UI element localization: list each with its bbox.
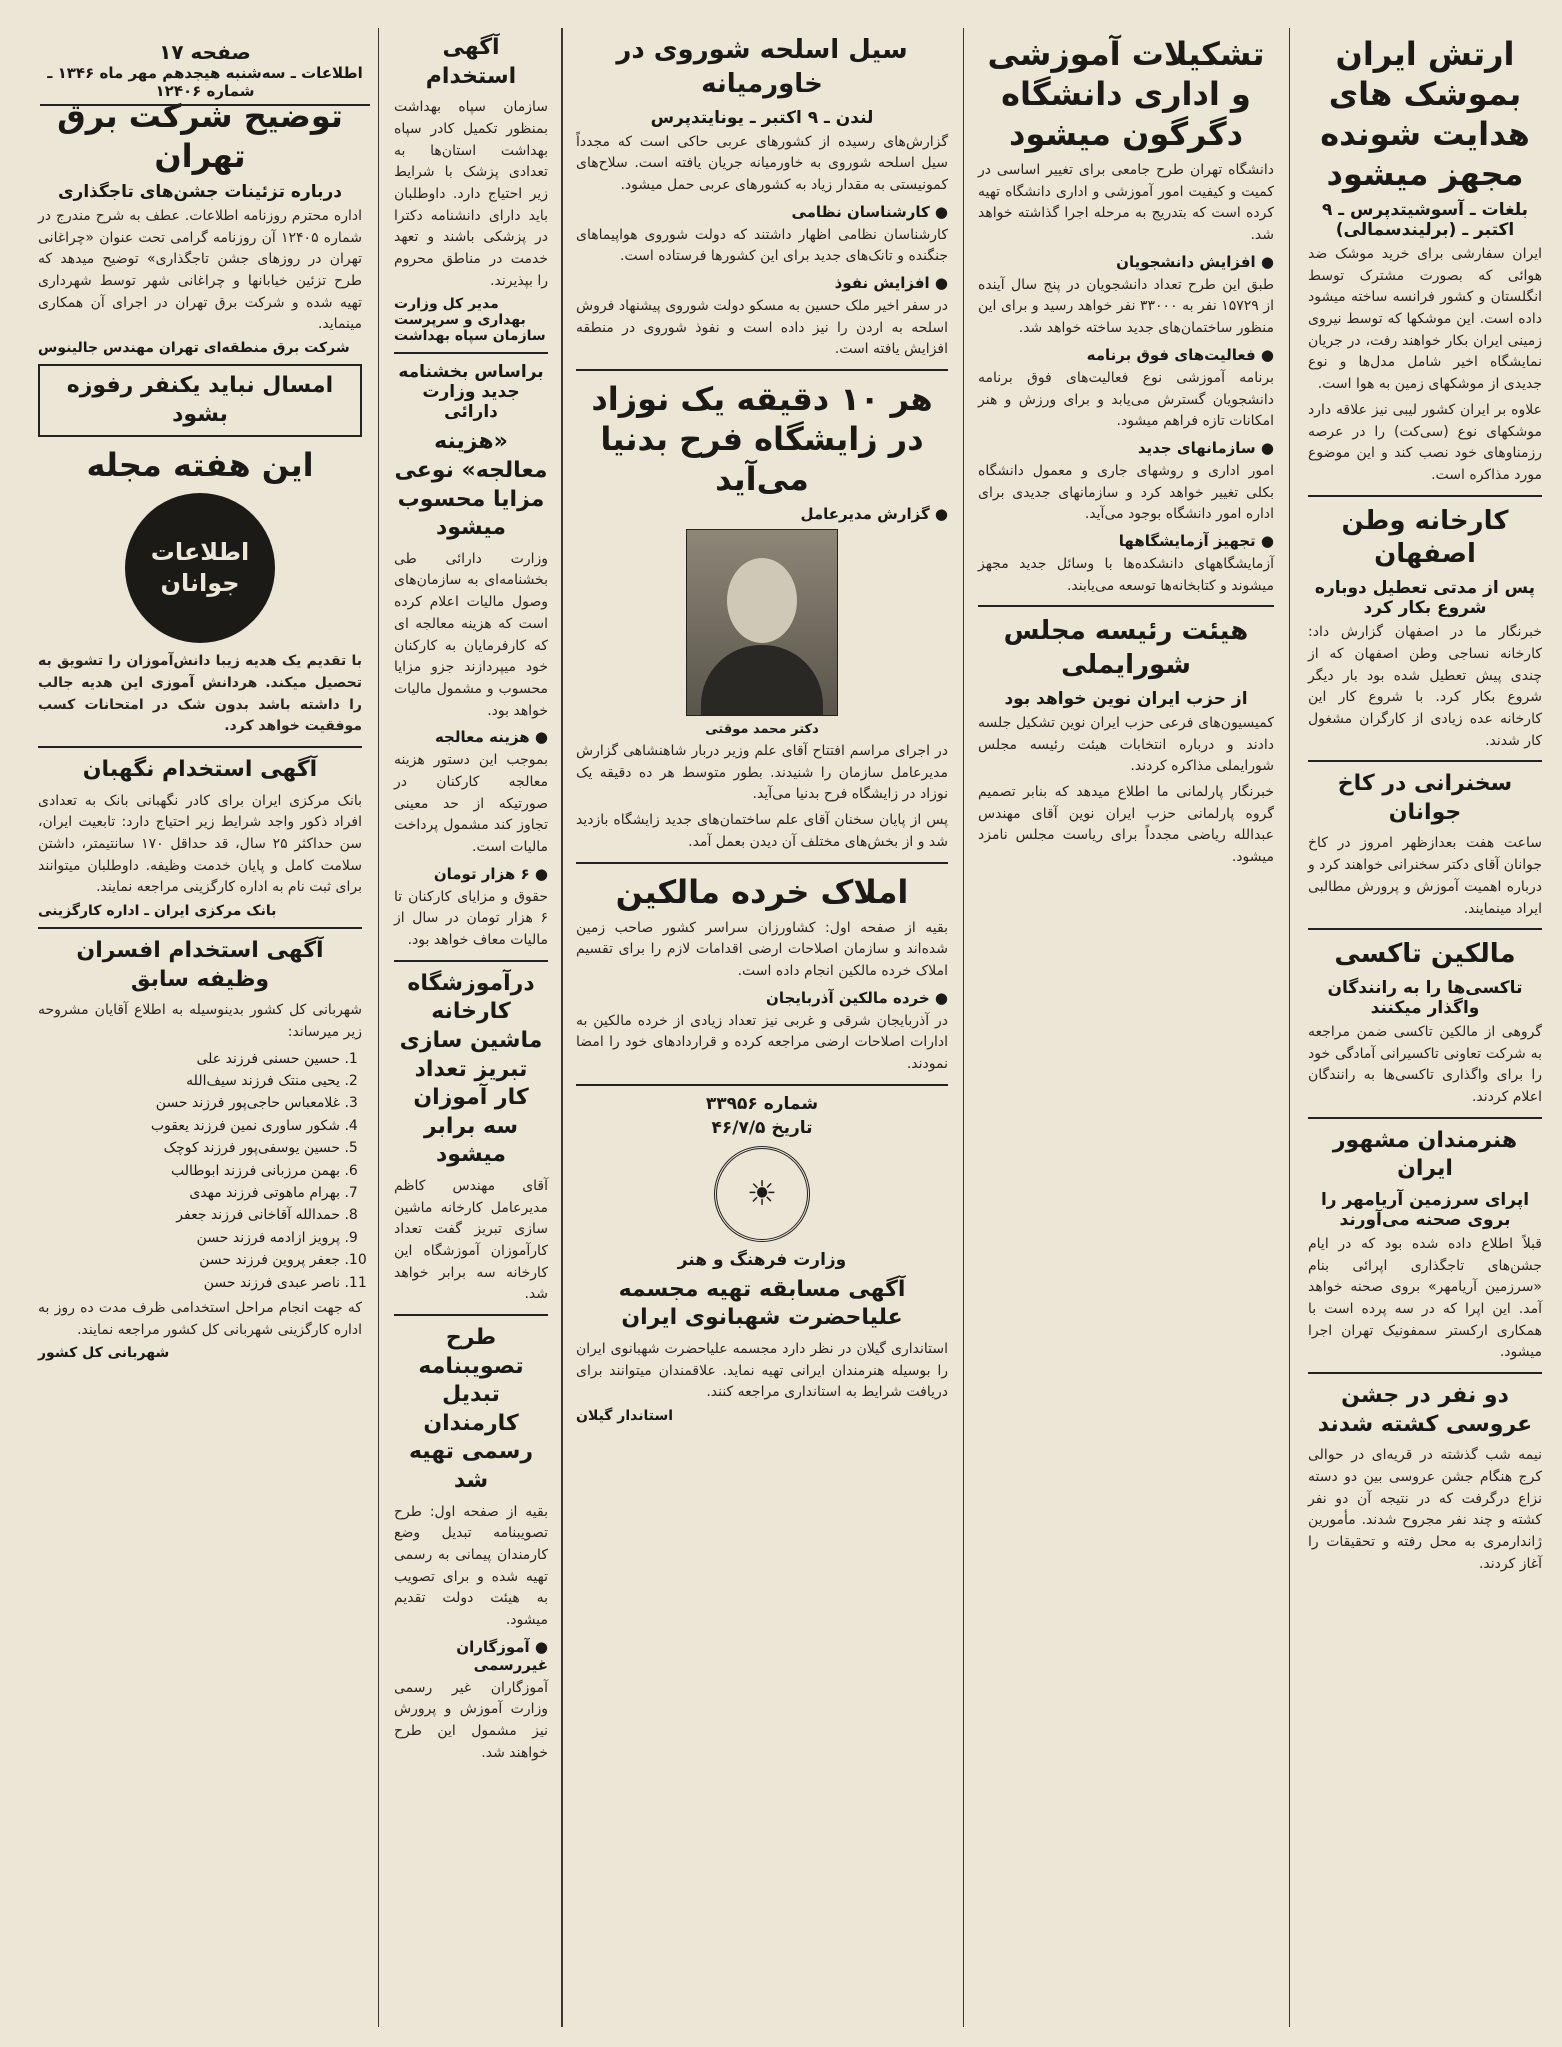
section-bullet: ● افزایش نفوذ [834, 274, 948, 293]
column-3 [568, 28, 956, 2027]
article-text: آموزگاران غیر رسمی وزارت آموزش و پرورش نیز مشمول این طرح خواهند شد. [394, 1679, 548, 1761]
divider [1308, 495, 1542, 497]
divider [394, 1314, 548, 1316]
divider [394, 960, 548, 962]
article-text: در آذربایجان شرقی و غربی نیز تعداد زیادی از خرده مالکین به ادارات اصلاحات ارضی مراجعه کرده و قراردادهای خود را امضا نمودند. [576, 1012, 948, 1072]
divider [1308, 760, 1542, 762]
section-bullet: ● هزینه معالجه [434, 728, 548, 747]
headline-youth-palace: سخنرانی در کاخ جوانان [1337, 771, 1513, 825]
divider [1308, 1372, 1542, 1374]
subheadline: اپرای سرزمین آریامهر را بروی صحنه می‌آورند [1320, 1189, 1530, 1230]
article-text: ایران سفارشی برای خرید موشک ضد هوائی که بصورت مشترک توسط انگلستان و کشور فرانسه ساخته میشود داده است. این موشکها که توسط نیروی زمینی ایران بکار خواهند رفت، در جریان نمایشگاه اخیر شامل مدل‌ها و نوع جدیدی از موشکهای زمین به هوا است. [1308, 246, 1542, 393]
dateline: لندن ـ ۹ اکتبر ـ یونایتدپرس [650, 107, 874, 128]
article-text: حقوق و مزایای کارکنان تا ۶ هزار تومان در سال از مالیات معاف خواهد بود. [394, 888, 548, 949]
headline-parliament: هیئت رئیسه مجلس شورایملی [1003, 616, 1249, 681]
column-2 [970, 28, 1282, 2027]
article-text: کمیسیون‌های فرعی حزب ایران نوین تشکیل جلسه دادند و درباره انتخابات هیئت رئیسه مجلس شورایملی مذاکره کردند. [978, 714, 1274, 775]
divider [394, 352, 548, 354]
section-bullet: ● آموزگاران غیررسمی [456, 1637, 548, 1674]
divider [576, 369, 948, 371]
article-text: بقیه از صفحه اول: کشاورزان سراسر کشور صاحب زمین شده‌اند و سازمان اصلاحات ارضی اقدامات لازم را برای تقسیم املاک خرده مالکین انجام داده است. [576, 919, 948, 979]
kicker: براساس بخشنامه جدید وزارت دارائی [398, 362, 544, 423]
article-text: خبرنگار پارلمانی ما اطلاع میدهد که بنابر تصمیم گروه پارلمانی حزب ایران نوین آقای مهندس عبدالله ریاضی مجدداً برای ریاست مجلس نامزد میشود. [978, 783, 1274, 866]
list-item: 4. شکور ساوری نمین فرزند یعقوب [38, 1115, 340, 1137]
column-rule [963, 28, 964, 2027]
article-text: نیمه شب گذشته در قریه‌ای در حوالی کرج هنگام جشن عروسی بین دو دسته نزاع درگرفت که در نتیجه آن دو نفر کشته و چند نفر مجروح شدند. مأمورین ژاندارمری به محل رفته و تحقیقات را آغاز کردند. [1308, 1447, 1542, 1572]
ad-number: شماره ۳۳۹۵۶ [705, 1093, 819, 1114]
headline-smallholders: املاک خرده مالکین [615, 872, 909, 911]
ad-signature: استاندار گیلان [576, 1407, 674, 1424]
promo-headline: امسال نباید یکنفر رفوزه بشود [66, 373, 334, 427]
article-text: علاوه بر ایران کشور لیبی نیز علاقه دارد موشکهای نوع (سی‌کت) را در عرصه رزمناو‌های خود نصب کند و این موضوع مورد مذاکره است. [1308, 401, 1542, 483]
headline-missiles: ارتش ایران بموشک های هدایت شونده مجهز میشود [1320, 35, 1530, 193]
promo-box [38, 364, 362, 437]
column-6 [386, 28, 556, 2027]
list-item: 7. بهرام ماهوتی فرزند مهدی [38, 1182, 340, 1204]
section-bullet: ● ۶ هزار تومان [433, 864, 548, 883]
page-masthead [40, 40, 370, 106]
divider [978, 605, 1274, 607]
article-text: بموجب این دستور هزینه معالجه کارکنان در صورتیکه از حد معینی تجاوز کند مشمول پرداخت مالیات است. [394, 752, 548, 855]
list-item: 10. جعفر پروین فرزند حسن [38, 1249, 340, 1271]
headline-soviet-arms: سیل اسلحه شوروی در خاورمیانه [616, 35, 908, 99]
article-text: وزارت دارائی طی بخشنامه‌ای به سازمان‌های وصول مالیات اعلام کرده است که هزینه معالجه ای که کارفرمایان به کارکنان خود میپردازند جزو مزایا محسوب و مشمول مالیات خواهد بود. [394, 550, 548, 719]
list-item: 8. حمدالله آقاخانی فرزند جعفر [38, 1204, 340, 1226]
divider [576, 862, 948, 864]
headline-guard-hiring: آگهی استخدام نگهبان [82, 757, 318, 783]
page-number: صفحه ۱۷ [159, 40, 251, 64]
article-text: کارشناسان نظامی اظهار داشتند که دولت شوروی هواپیماهای جنگنده و تانک‌های جدید برای این کشورها فرستاده است. [576, 226, 948, 265]
headline-artists: هنرمندان مشهور ایران [1332, 1127, 1518, 1182]
headline-tabriz-trainees: درآموزشگاه کارخانه ماشین سازی تبریز تعداد کار آموزان سه برابر میشود [399, 970, 543, 1168]
article-text: امور اداری و روشهای جاری و معمول دانشگاه بکلی تغییر خواهد کرد و سازمانهای جدیدی برای اداره امور دانشگاه بوجود می‌آید. [978, 462, 1274, 523]
list-item: 6. بهمن مرزبانی فرزند ابوطالب [38, 1160, 340, 1182]
list-item: 9. پرویز ازادمه فرزند حسن [38, 1227, 340, 1249]
headline-medical-costs: «هزینه معالجه» نوعی مزایا محسوب میشود [394, 429, 548, 541]
article-text: آزمایشگاههای دانشکده‌ها با وسائل جدید مجهز میشوند و کتابخانه‌ها توسعه می‌یابند. [978, 555, 1274, 594]
article-text: که جهت انجام مراحل استخدامی ظرف مدت ده روز به اداره کارگزینی شهربانی کل کشور مراجعه نمایند. [38, 1299, 362, 1338]
ad-date: تاریخ ۴۶/۷/۵ [711, 1117, 813, 1138]
list-item: 11. ناصر عبدی فرزند حسن [38, 1272, 340, 1294]
headline-power-company: توضیح شرکت برق تهران [57, 97, 343, 175]
headline-officers-hiring: آگهی استخدام افسران وظیفه سابق [76, 938, 324, 992]
article-text: دانشگاه تهران طرح جامعی برای تغییر اساسی در کمیت و کیفیت امور آموزشی و اداری دانشگاه تهیه کرده است که بتدریج به مرحله اجرا گذاشته خواهد شد. [978, 162, 1274, 244]
article-text: قبلاً اطلاع داده شده بود که در ایام جشن‌های تاجگذاری اپرائی بنام «سرزمین آریامهر» بروی صحنه خواهد آمد. این اپرا که در سه پرده است با همکاری ارکستر سمفونیک تهران اجرا میشود. [1308, 1235, 1542, 1361]
section-bullet: ● گزارش مدیرعامل [800, 505, 948, 524]
article-text: استانداری گیلان در نظر دارد مجسمه علیاحضرت شهبانوی ایران را بوسیله هنرمندان ایرانی تهیه نماید. علاقمندان میتوانند برای دریافت شرایط به استانداری مراجعه کنند. [576, 1340, 948, 1401]
section-bullet: ● کارشناسان نظامی [791, 202, 948, 221]
photo-caption: دکتر محمد موقتی [705, 722, 819, 738]
article-text: بانک مرکزی ایران برای کادر نگهبانی بانک به تعدادی افراد ذکور واجد شرایط زیر احتیاج دارد: تابعیت ایران، سن حداکثر ۲۵ سال، قد حداقل ۱۷۰ سانتیمتر، داشتن سلامت کامل و پایان خدمت وظیفه. داوطلبان میتوانند برای ثبت نام به اداره کارگزینی مراجعه نمایند. [38, 792, 363, 896]
column-1 [1300, 28, 1550, 2027]
article-text: خبرنگار ما در اصفهان گزارش داد: کارخانه نساجی وطن اصفهان که از چندی پیش تعطیل شده بود بار دیگر شروع بکار کرد. با شروع کار این کارخانه عده زیادی از کارگران مشغول کار شدند. [1308, 624, 1542, 749]
article-text: گزارش‌های رسیده از کشورهای عربی حاکی است که مجدداً سیل اسلحه شوروی به خاورمیانه جریان یافته است. سلاح‌های کمونیستی به مقدار زیاد به کشورهای عربی حمل میشود. [576, 133, 948, 193]
article-text: سازمان سپاه بهداشت بمنظور تکمیل کادر سپاه بهداشت استان‌ها به تعدادی پزشک با شرایط زیر احتیاج دارد. داوطلبان باید دارای دانشنامه دکترا در پزشکی باشند و تعهد خدمت در مناطق محروم را بپذیرند. [394, 99, 548, 289]
article-text: طبق این طرح تعداد دانشجویان در پنج سال آینده از ۱۵۷۲۹ نفر به ۳۳۰۰۰ نفر خواهد رسید و برای این منظور ساختمان‌های جدید ساخته خواهد شد. [978, 276, 1274, 337]
divider [576, 1084, 948, 1086]
article-text: در اجرای مراسم افتتاح آقای علم وزیر دربار شاهنشاهی گزارش مدیرعامل سازمان را شنیدند. بطور متوسط هر ده دقیقه یک نوزاد در زایشگاه فرح بدنیا می‌آید. [576, 743, 948, 803]
article-text: اداره محترم روزنامه اطلاعات. عطف به شرح مندرج در شماره ۱۲۴۰۵ آن روزنامه گرامی تحت عنوان «چراغانی تهران در روزهای جشن تاجگذاری» توضیح میدهد که طرح تزئین خیابانها و چراغانی شهر توسط شهرداری تهیه شده و شرکت برق تهران در اجرای آن همکاری مینماید. [38, 208, 362, 333]
headline-university: تشکیلات آموزشی و اداری دانشگاه دگرگون میشود [987, 35, 1265, 153]
ad-signature: بانک مرکزی ایران ـ اداره کارگزینی [38, 903, 277, 920]
issue-line: اطلاعات ـ سه‌شنبه هیجدهم مهر ماه ۱۳۴۶ ـ شماره ۱۲۴۰۶ [47, 64, 363, 100]
subheadline: تاکسی‌ها را به رانندگان واگذار میکنند [1327, 978, 1523, 1019]
portrait-face [727, 558, 797, 643]
headline-employee-decree: طرح تصویبنامه تبدیل کارمندان رسمی تهیه شد [408, 1325, 534, 1493]
article-text: پس از پایان سخنان آقای علم ساختمان‌های جدید زایشگاه بازدید شد و از بخش‌های مختلف آن دیدن بعمل آمد. [576, 812, 948, 850]
article-text: گروهی از مالکین تاکسی ضمن مراجعه به شرکت تعاونی تاکسیرانی آمادگی خود را برای واگذاری تاکسی‌ها به رانندگان اعلام کردند. [1308, 1024, 1542, 1106]
headline-health-hiring: آگهی استخدام [425, 35, 517, 89]
column-rule [1289, 28, 1290, 2027]
column-rule [562, 28, 563, 2027]
magazine-headline: این هفته مجله [86, 446, 314, 485]
column-5 [30, 90, 370, 2027]
article-text: ساعت هفت بعدازظهر امروز در کاخ جوانان آقای دکتر سخنرانی خواهند کرد و درباره اهمیت آموزش و پرورش مطالبی ایراد مینمایند. [1308, 835, 1542, 917]
portrait-coat [701, 645, 823, 715]
section-bullet: ● سازمانهای جدید [1137, 438, 1274, 457]
subheadline: از حزب ایران نوین خواهد بود [1004, 688, 1248, 709]
headline-statue-contest: آگهی مسابقه تهیه مجسمه علیاحضرت شهبانوی ایران [618, 1276, 906, 1331]
divider [1308, 928, 1542, 930]
divider [38, 746, 362, 748]
ad-ministry: وزارت فرهنگ و هنر [677, 1249, 847, 1270]
divider [38, 927, 362, 929]
headline-isfahan-factory: کارخانه وطن اصفهان [1341, 505, 1509, 570]
magazine-logo: اطلاعات جوانان [125, 493, 275, 643]
headline-taxi-owners: مالکین تاکسی [1334, 939, 1516, 970]
article-text: آقای مهندس کاظم مدیرعامل کارخانه ماشین سازی تبریز گفت تعداد کارآموزان آموزشگاه این کارخانه سه برابر خواهد شد. [394, 1177, 548, 1303]
portrait-photo [686, 529, 838, 716]
list-item: 2. یحیی منتک فرزند سیف‌الله [38, 1070, 340, 1092]
list-item: 3. غلامعباس حاجی‌پور فرزند حسن [38, 1092, 340, 1114]
list-item: 5. حسین یوسفی‌پور فرزند کوچک [38, 1137, 340, 1159]
article-text: بقیه از صفحه اول: طرح تصویبنامه تبدیل وضع کارمندان پیمانی به رسمی تهیه شده و برای تصویب به هیئت دولت تقدیم میشود. [394, 1503, 548, 1629]
divider [1308, 1117, 1542, 1119]
list-item: 1. حسین حسنی فرزند علی [38, 1048, 340, 1070]
ad-signature: شهربانی کل کشور [38, 1345, 170, 1362]
article-text: شهربانی کل کشور بدینوسیله به اطلاع آقایان مشروحه زیر میرساند: [38, 1002, 362, 1040]
headline-wedding: دو نفر در جشن عروسی کشته شدند [1317, 1383, 1533, 1437]
section-bullet: ● تجهیز آزمایشگاهها [1118, 531, 1274, 550]
section-bullet: ● افزایش دانشجویان [1116, 252, 1274, 271]
column-rule [378, 28, 379, 2027]
dateline: بلغات ـ آسوشیتدپرس ـ ۹ اکتبر ـ (برلیندسمالی) [1321, 200, 1529, 240]
article-text: برنامه آموزشی نوع فعالیت‌های فوق برنامه دانشجویان گسترش می‌یابد و برای ورزش و هنر امکانات تازه فراهم میشود. [978, 369, 1274, 430]
headline-maternity: هر ۱۰ دقیقه یک نوزاد در زایشگاه فرح بدنیا می‌آید [591, 380, 933, 499]
section-bullet: ● فعالیت‌های فوق برنامه [1086, 345, 1274, 364]
subheadline: پس از مدتی تعطیل دوباره شروع بکار کرد [1314, 578, 1536, 619]
article-text: در سفر اخیر ملک حسین به مسکو دولت شوروی پیشنهاد فروش اسلحه به اردن را نیز داده است و نفوذ شوروی در منطقه افزایش یافته است. [576, 298, 948, 358]
ad-signature: مدیر کل وزارت بهداری و سرپرست سازمان سپاه بهداشت [394, 296, 546, 345]
subheadline: درباره تزئینات جشن‌های تاجگذاری [57, 182, 343, 202]
names-list [38, 1048, 362, 1294]
article-text: با تقدیم یک هدیه زیبا دانش‌آموزان را تشویق به تحصیل میکند. هردانش آموزی این هدیه جالب را داشته باشد بدون شک در امتحانات کسب موفقیت خواهد کرد. [38, 653, 362, 735]
letter-signature: شرکت برق منطقه‌ای تهران مهندس جالینوس [38, 340, 350, 357]
section-bullet: ● خرده مالکین آذربایجان [766, 988, 948, 1007]
lion-and-sun-emblem-icon: ☀ [714, 1146, 810, 1242]
